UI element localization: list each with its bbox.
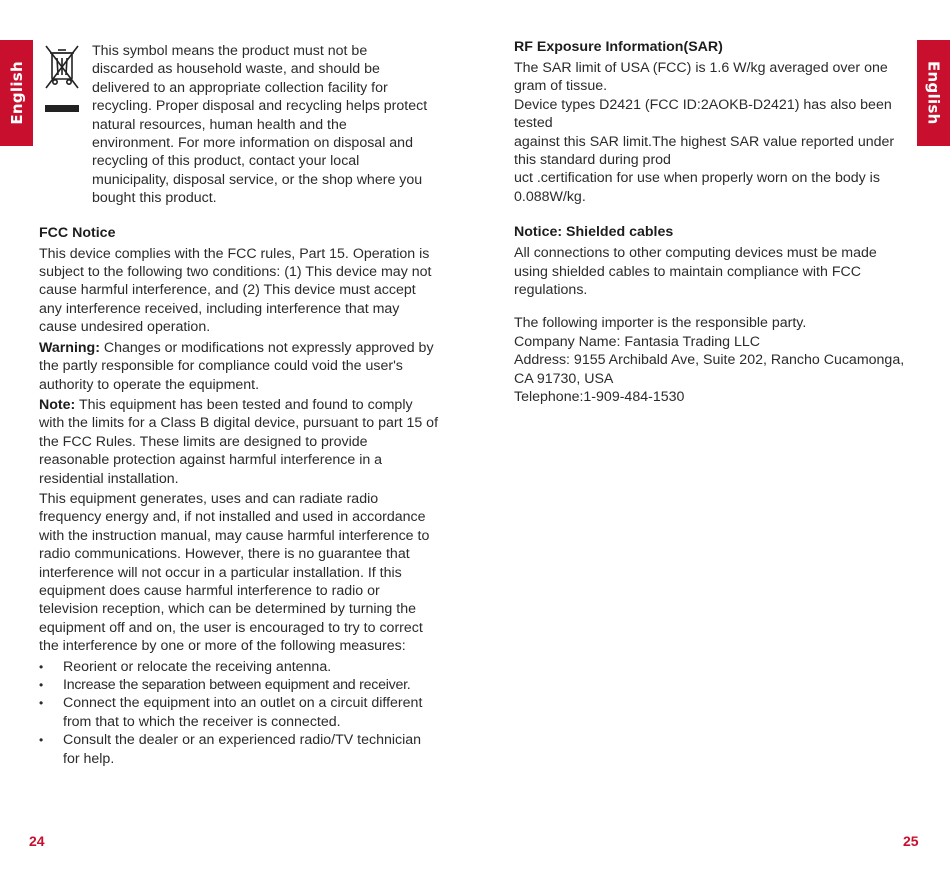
interference-paragraph: This equipment generates, uses and can radiate radio frequency energy and, if not installed and used in accordance with the instruction manual, may cause harmful interference to radio communications. However, there is no guarantee that interference will not occur in a particular installation. If this equipment does cause harmful interference to radio or television reception, which can be determined by turning the equipment off and on, the user is encouraged to try to correct the interference by one or more of the following measures: (39, 490, 430, 655)
importer-company: Company Name: Fantasia Trading LLC (514, 333, 761, 350)
left-page-column (39, 42, 439, 768)
weee-section (39, 42, 439, 208)
importer-intro: The following importer is the responsible party. (514, 315, 807, 332)
list-item: • Connect the equipment into an outlet on a circuit different from that to which the receiver is connected. (39, 694, 439, 731)
weee-disposal-text: This symbol means the product must not be discarded as household waste, and should be delivered to an appropriate collection facility for recycling. Proper disposal and recycling helps protect natural resources, human health and the environment. For more information on disposal and recycling of this product, contact your local municipality, disposal service, or the shop where you bought this product. (92, 43, 428, 207)
note-paragraph (39, 396, 439, 488)
warning-paragraph (39, 339, 439, 394)
importer-telephone: Telephone:1-909-484-1530 (514, 389, 685, 406)
warning-text: Changes or modifications not expressly approved by the partly responsible for compliance could void the user's authority to operate the equipment. (39, 339, 434, 393)
language-tab-left (0, 40, 33, 146)
note-label: Note: (39, 396, 76, 413)
importer-address: Address: 9155 Archibald Ave, Suite 202, Rancho Cucamonga, CA 91730, USA (514, 352, 905, 387)
list-item: • Consult the dealer or an experienced radio/TV technician for help. (39, 731, 439, 768)
page-number-left: 24 (29, 833, 45, 849)
sar-limit-text: The SAR limit of USA (FCC) is 1.6 W/kg averaged over one gram of tissue. (514, 60, 888, 95)
right-page-column (514, 38, 914, 407)
fcc-notice-heading: FCC Notice (39, 224, 116, 241)
sar-value-text: against this SAR limit.The highest SAR value reported under this standard during prod (514, 133, 895, 169)
shielded-cables-text: All connections to other computing devices must be made using shielded cables to maintain compliance with FCC regulations. (514, 245, 877, 299)
list-item: • Reorient or relocate the receiving antenna. (39, 658, 439, 676)
warning-label: Warning: (39, 339, 100, 356)
rf-exposure-heading: RF Exposure Information(SAR) (514, 39, 723, 55)
list-item: • Increase the separation between equipment and receiver. (39, 676, 439, 694)
fcc-compliance-paragraph: This device complies with the FCC rules, Part 15. Operation is subject to the following two conditions: (1) This device may not cause harmful interference, and (2) This device must accept any interference received, including interference that may cause undesired operation. (39, 245, 432, 336)
measures-list (39, 658, 439, 768)
note-text: This equipment has been tested and found to comply with the limits for a Class B digital device, pursuant to part 15 of the FCC Rules. These limits are designed to provide reasonable protection against harmful interference in a residential installation. (39, 396, 439, 487)
crossed-out-wheelie-bin-icon (44, 42, 90, 208)
sar-certification-text: uct .certification for use when properly worn on the body is 0.088W/kg. (514, 170, 880, 205)
language-tab-left-label: English (7, 61, 26, 125)
language-tab-right (917, 40, 950, 146)
shielded-cables-heading: Notice: Shielded cables (514, 224, 674, 241)
sar-device-text: Device types D2421 (FCC ID:2AOKB-D2421) has also been tested (514, 96, 892, 132)
page-number-right: 25 (903, 833, 919, 849)
language-tab-right-label: English (924, 61, 943, 125)
